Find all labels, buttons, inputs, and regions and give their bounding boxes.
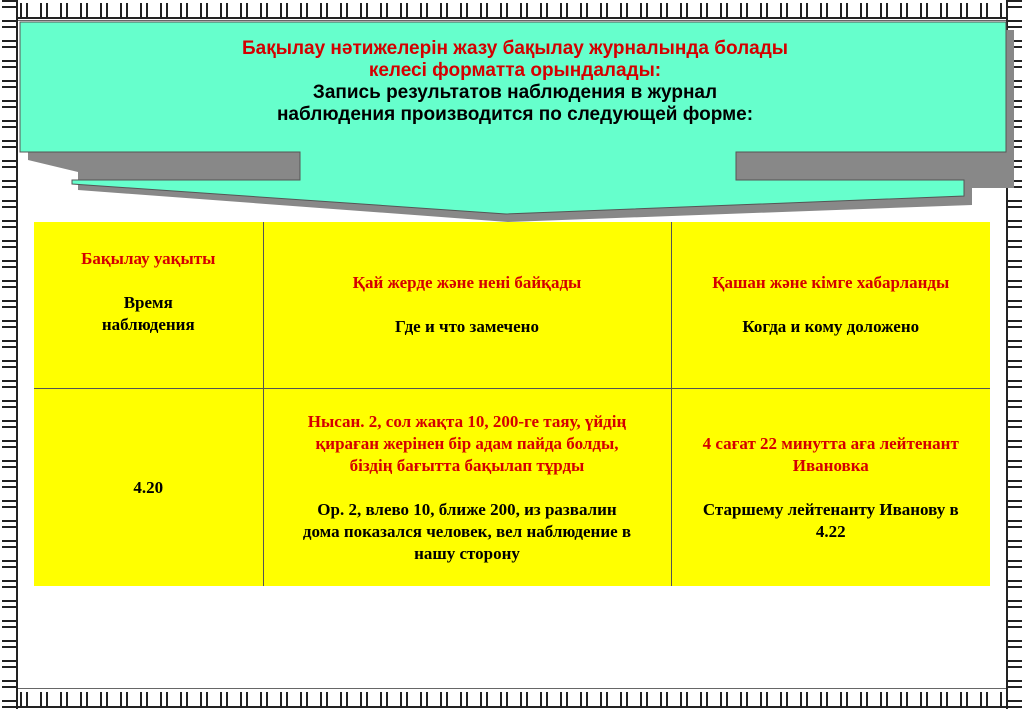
report-kz-line-2: Ивановка xyxy=(792,455,869,475)
column-header-report-ru: Когда и кому доложено xyxy=(742,317,920,336)
column-header-time-kz: Бақылау уақыты xyxy=(81,249,216,268)
header-line-ru-1: Запись результатов наблюдения в журнал xyxy=(312,82,718,103)
what-kz-line-1: Нысан. 2, сол жақта 10, 200-ге таяу, үйдің xyxy=(307,411,627,431)
what-ru-line-1: Ор. 2, влево 10, ближе 200, из развалин xyxy=(317,499,617,519)
what-kz-line-3: біздің бағытта бақылап тұрды xyxy=(349,455,585,475)
column-header-report-kz: Қашан және кімге хабарланды xyxy=(712,273,950,292)
what-ru-line-3: нашу сторону xyxy=(414,543,520,563)
column-header-report xyxy=(671,222,990,389)
header-line-kz-2: келесі форматта орындалады: xyxy=(368,60,662,81)
report-ru-line-1: Старшему лейтенанту Иванову в xyxy=(702,499,959,519)
what-kz-line-2: қираған жерінен бір адам пайда болды, xyxy=(315,433,619,453)
time-value: 4.20 xyxy=(133,477,164,497)
column-header-what-ru: Где и что замечено xyxy=(395,317,539,336)
observation-journal-table xyxy=(34,222,990,586)
header-line-ru-2: наблюдения производится по следующей форме: xyxy=(276,104,754,125)
what-ru-line-2: дома показался человек, вел наблюдение в xyxy=(302,521,632,541)
column-header-time-ru-2: наблюдения xyxy=(101,315,195,334)
report-kz-line-1: 4 сағат 22 минутта аға лейтенант xyxy=(702,433,959,453)
table-header-row xyxy=(34,222,990,389)
header-title xyxy=(20,38,1010,126)
report-ru-line-2: 4.22 xyxy=(815,521,846,541)
column-header-what-kz: Қай жерде және нені байқады xyxy=(352,273,582,292)
table-row xyxy=(34,389,990,587)
cell-what xyxy=(263,389,671,587)
column-header-time-ru-1: Время xyxy=(123,293,173,312)
cell-time xyxy=(34,389,263,587)
cell-report xyxy=(671,389,990,587)
column-header-time xyxy=(34,222,263,389)
column-header-what xyxy=(263,222,671,389)
border-bottom xyxy=(0,688,1024,709)
header-line-kz-1: Бақылау нәтижелерін жазу бақылау журналында болады xyxy=(241,38,789,59)
